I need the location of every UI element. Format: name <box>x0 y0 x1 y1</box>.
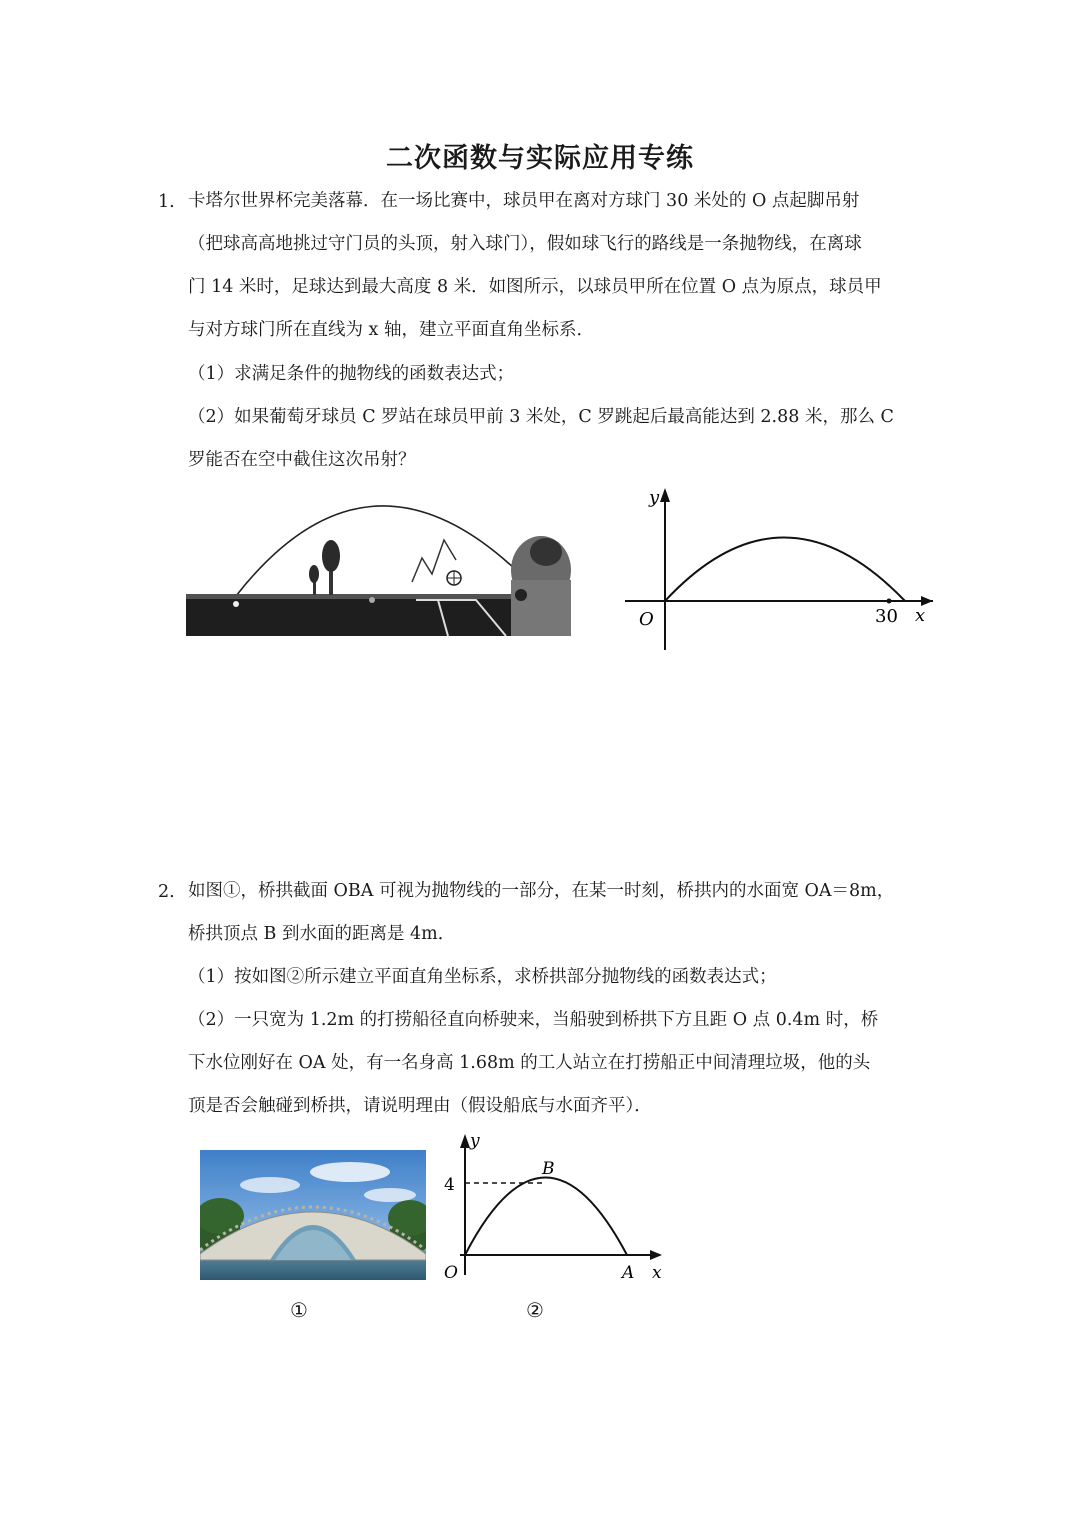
q2-sub2-line-2: 下水位刚好在 OA 处，有一名身高 1.68m 的工人站立在打捞船正中间清理垃圾，他的头 <box>188 1053 871 1073</box>
q2-sub2-line-1: （2）一只宽为 1.2m 的打捞船径直向桥驶来，当船驶到桥拱下方且距 O 点 0.4m 时，桥 <box>188 1010 879 1030</box>
q1-line-2: （把球高高地挑过守门员的头顶，射入球门），假如球飞行的路线是一条抛物线，在离球 <box>188 234 862 254</box>
q1-text <box>188 180 948 352</box>
y-label: y <box>470 1131 480 1151</box>
q2-number: 2. <box>158 882 175 902</box>
mountain-sketch <box>412 540 456 582</box>
origin-label: O <box>444 1263 458 1283</box>
x-axis-arrow <box>650 1250 662 1260</box>
page-title: 二次函数与实际应用专练 <box>386 143 694 174</box>
q1-line-3: 门 14 米时，足球达到最大高度 8 米．如图所示，以球员甲所在位置 O 点为原点，球员甲 <box>188 277 882 297</box>
q1-sub2 <box>188 396 948 482</box>
parabola-curve <box>665 538 905 602</box>
y-label: y <box>649 487 660 508</box>
q1-line-4: 与对方球门所在直线为 x 轴，建立平面直角坐标系． <box>188 320 594 340</box>
player-marker <box>233 601 239 607</box>
figure-2-caption: ② <box>526 1298 544 1322</box>
q2-text <box>188 870 948 956</box>
q1-parabola-graph <box>615 482 945 654</box>
q1-soccer-illustration <box>186 500 571 640</box>
vertex-label-B: B <box>542 1159 555 1179</box>
end-label-A: A <box>622 1263 635 1283</box>
q1-sub2-line-2: 罗能否在空中截住这次吊射？ <box>188 450 416 470</box>
x-label: x <box>652 1263 662 1283</box>
q2-sub2-line-3: 顶是否会触碰到桥拱，请说明理由（假设船底与水面齐平）． <box>188 1096 652 1116</box>
q1-line-1: 卡塔尔世界杯完美落幕．在一场比赛中，球员甲在离对方球门 30 米处的 O 点起脚吊射 <box>188 191 860 211</box>
q2-sub1: （1）按如图②所示建立平面直角坐标系，求桥拱部分抛物线的函数表达式； <box>188 967 777 987</box>
x-label: x <box>915 605 926 626</box>
q1-sub2-line-1: （2）如果葡萄牙球员 C 罗站在球员甲前 3 米处，C 罗跳起后最高能达到 2.88 米，那么 C <box>188 407 894 427</box>
ball-trajectory <box>236 506 516 596</box>
q2-sub2 <box>188 999 948 1128</box>
bridge-photo <box>200 1150 426 1280</box>
tick-label-4: 4 <box>444 1175 455 1195</box>
q1-number: 1. <box>158 192 175 212</box>
q2-parabola-graph <box>440 1130 680 1288</box>
goalkeeper-crowd <box>511 536 571 636</box>
tick-label-30: 30 <box>875 606 898 627</box>
tick-point <box>887 599 892 604</box>
q2-line-2: 桥拱顶点 B 到水面的距离是 4m． <box>188 924 456 944</box>
figure-1-caption: ① <box>290 1298 308 1322</box>
origin-label: O <box>639 609 654 630</box>
tree-icon <box>309 540 340 595</box>
q1-sub1: （1）求满足条件的抛物线的函数表达式； <box>188 364 515 384</box>
q2-line-1: 如图①，桥拱截面 OBA 可视为抛物线的一部分，在某一时刻，桥拱内的水面宽 OA＝8m， <box>188 881 895 901</box>
y-axis-arrow <box>660 488 670 502</box>
y-axis-arrow <box>460 1134 470 1148</box>
parabola-curve <box>465 1178 627 1256</box>
